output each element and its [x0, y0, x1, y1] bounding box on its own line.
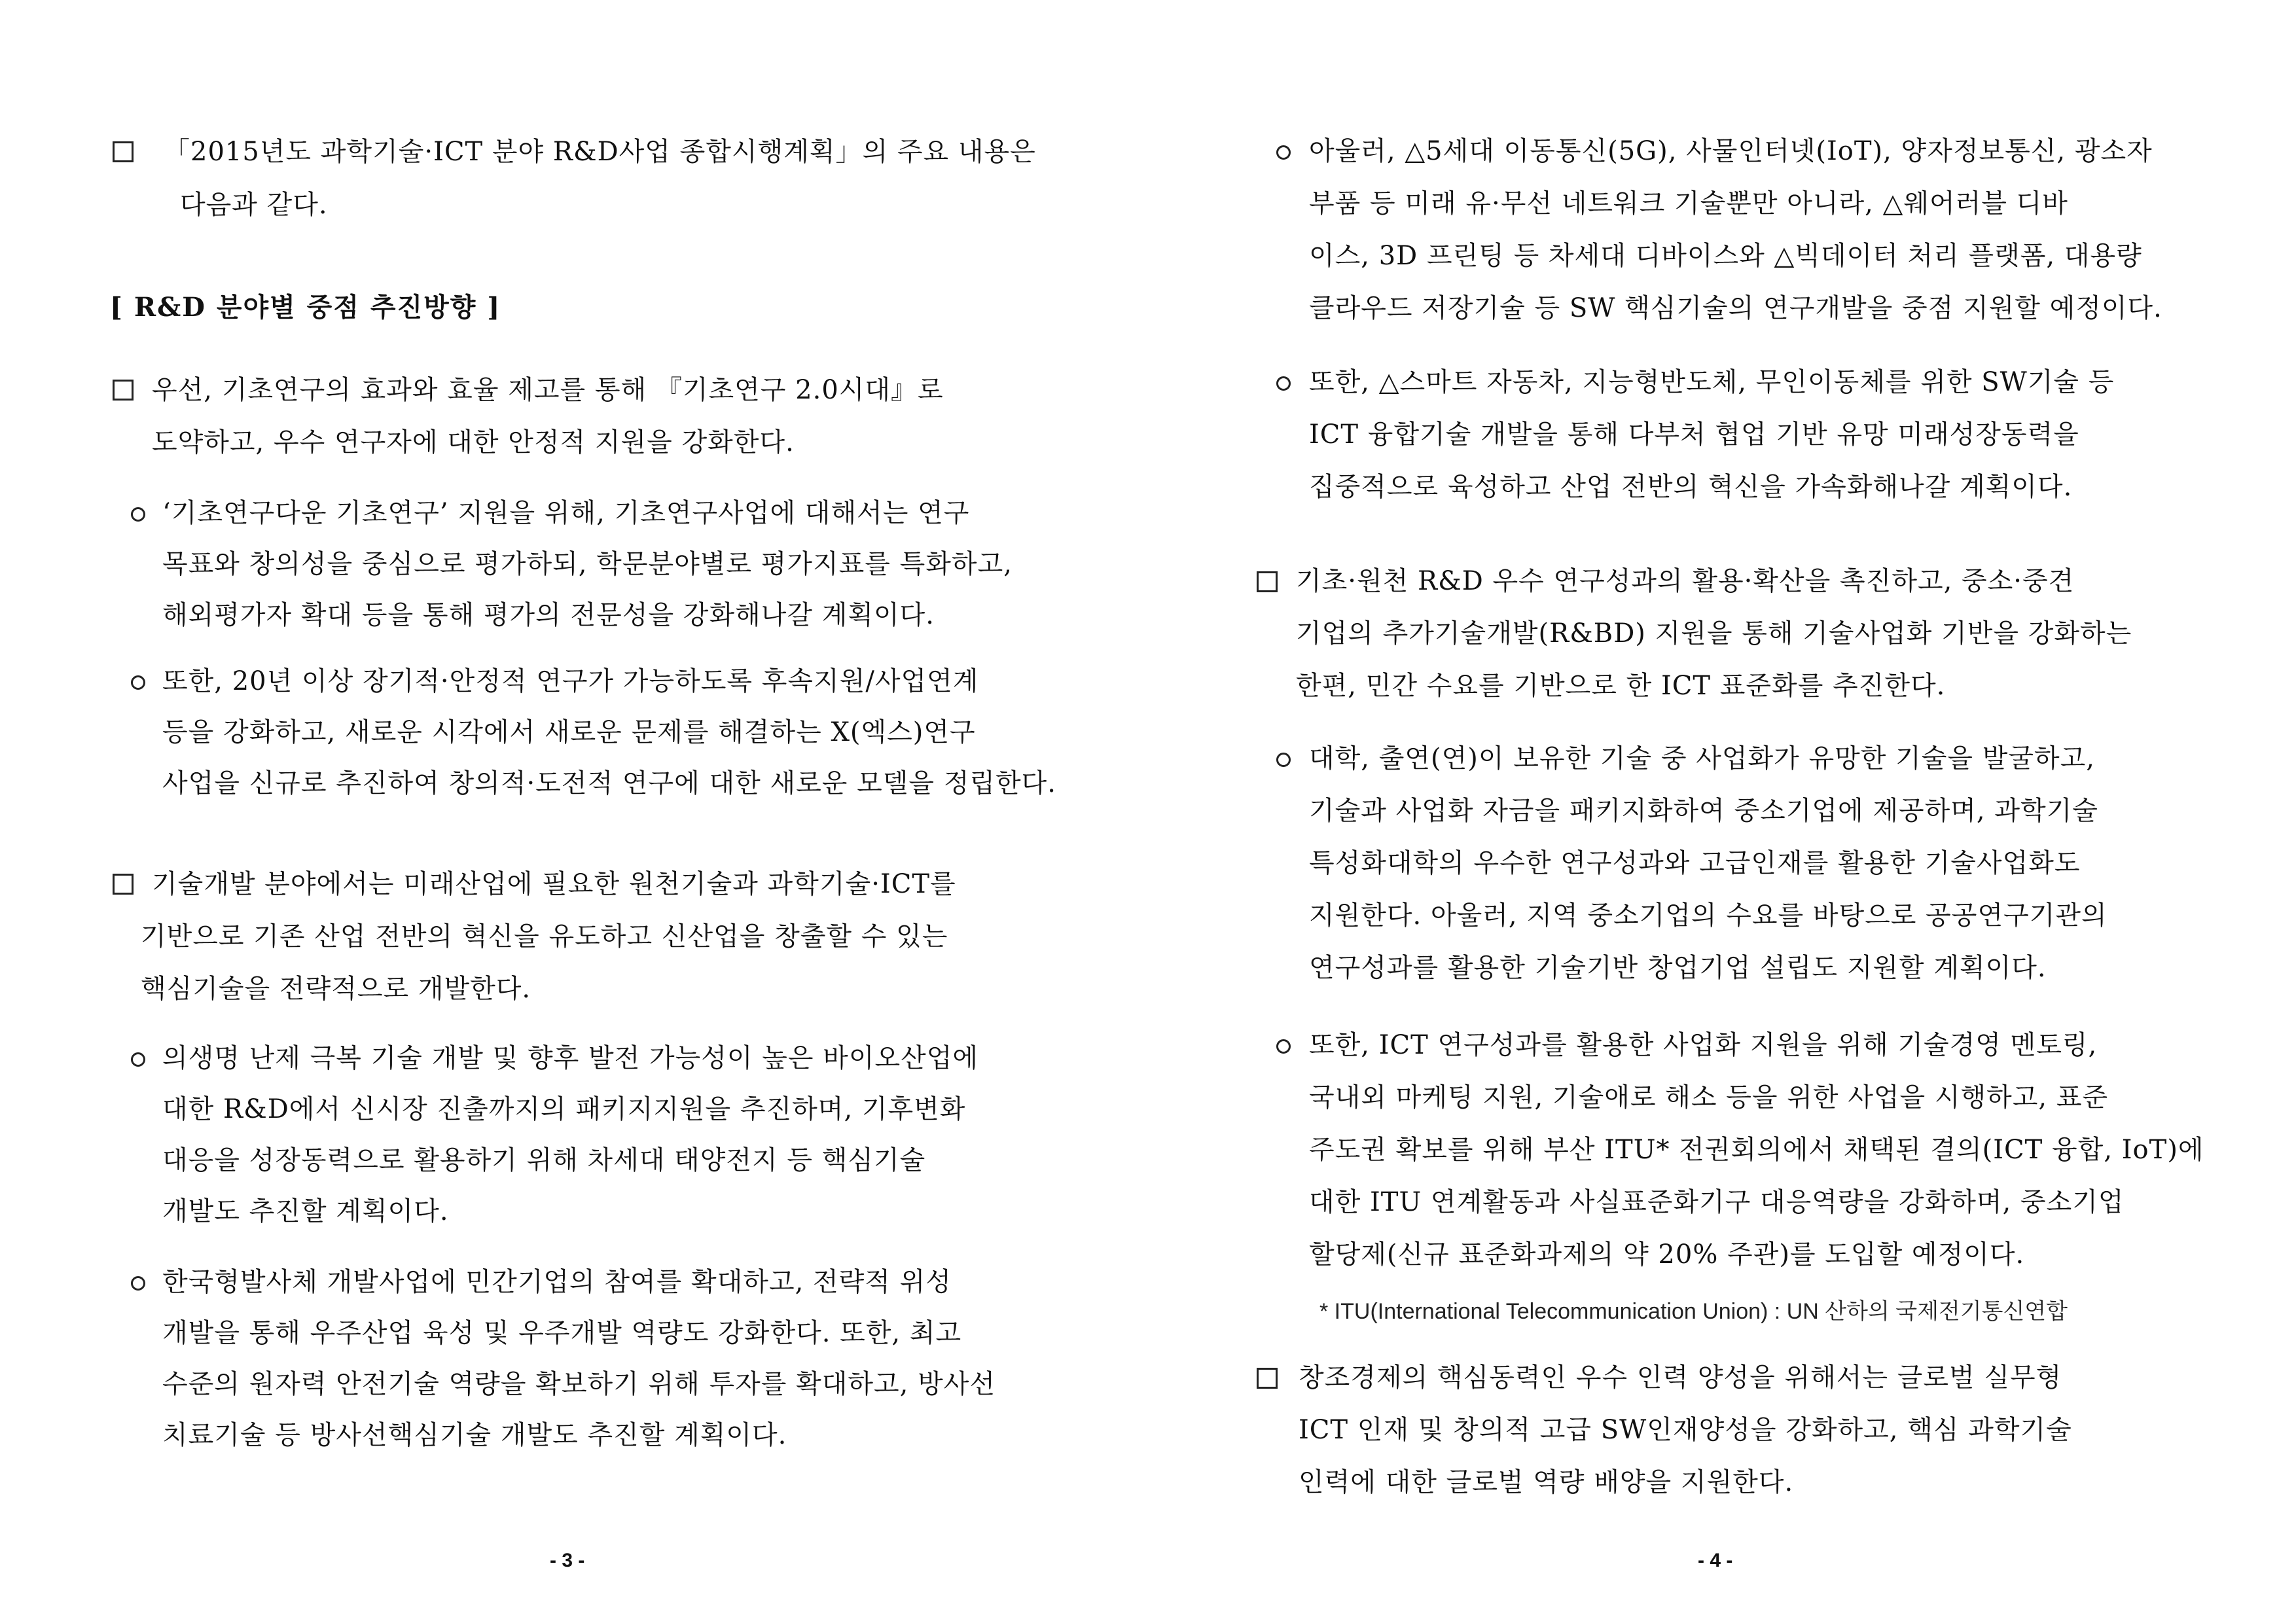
s2-b1-line-2: 대한 R&D에서 신시장 진출까지의 패키지지원을 추진하며, 기후변화 — [162, 1094, 966, 1124]
bullet-circle-icon — [131, 1052, 145, 1067]
s1-b2-line-3: 사업을 신규로 추진하여 창의적·도전적 연구에 대한 새로운 모델을 정립한다. — [162, 768, 1056, 798]
s4-line-2: ICT 인재 및 창의적 고급 SW인재양성을 강화하고, 핵심 과학기술 — [1299, 1415, 2072, 1445]
checkbox-square-icon — [113, 141, 134, 162]
page-number: - 4 - — [1698, 1550, 1733, 1571]
s3-b2-line-5: 할당제(신규 표준화과제의 약 20% 주관)를 도입할 예정이다. — [1309, 1240, 2025, 1270]
s3-line-1: 기초·원천 R&D 우수 연구성과의 활용·확산을 촉진하고, 중소·중견 — [1296, 566, 2075, 596]
s2-b2-line-1: 한국형발사체 개발사업에 민간기업의 참여를 확대하고, 전략적 위성 — [162, 1267, 952, 1297]
r-b2-line-3: 집중적으로 육성하고 산업 전반의 혁신을 가속화해나갈 계획이다. — [1309, 472, 2073, 502]
bullet-circle-icon — [131, 1276, 145, 1291]
r-b1-line-3: 이스, 3D 프린팅 등 차세대 디바이스와 △빅데이터 처리 플랫폼, 대용량 — [1309, 241, 2142, 271]
intro-line-1: 「2015년도 과학기술·ICT 분야 R&D사업 종합시행계획」의 주요 내용은 — [164, 137, 1036, 167]
s3-b2-line-2: 국내외 마케팅 지원, 기술애로 해소 등을 위한 사업을 시행하고, 표준 — [1309, 1082, 2109, 1113]
s1-b2-line-2: 등을 강화하고, 새로운 시각에서 새로운 문제를 해결하는 X(엑스)연구 — [162, 717, 976, 747]
footnote: * ITU(International Telecommunication Union) : UN 산하의 국제전기통신연합 — [1319, 1299, 2068, 1324]
r-b2-line-1: 또한, △스마트 자동차, 지능형반도체, 무인이동체를 위한 SW기술 등 — [1309, 367, 2115, 397]
s2-b2-line-3: 수준의 원자력 안전기술 역량을 확보하기 위해 투자를 확대하고, 방사선 — [162, 1369, 996, 1399]
s1-line-1: 우선, 기초연구의 효과와 효율 제고를 통해 『기초연구 2.0시대』로 — [152, 375, 944, 405]
s4-line-3: 인력에 대한 글로벌 역량 배양을 지원한다. — [1299, 1467, 1794, 1497]
bullet-circle-icon — [1276, 753, 1291, 767]
checkbox-square-icon — [113, 380, 134, 401]
s2-b1-line-4: 개발도 추진할 계획이다. — [162, 1196, 449, 1226]
s1-b1-line-3: 해외평가자 확대 등을 통해 평가의 전문성을 강화해나갈 계획이다. — [162, 600, 935, 630]
section-heading: [ R&D 분야별 중점 추진방향 ] — [110, 292, 501, 323]
s3-b1-line-3: 특성화대학의 우수한 연구성과와 고급인재를 활용한 기술사업화도 — [1309, 848, 2081, 878]
s2-b1-line-3: 대응을 성장동력으로 활용하기 위해 차세대 태양전지 등 핵심기술 — [162, 1145, 926, 1175]
s3-b2-line-4: 대한 ITU 연계활동과 사실표준화기구 대응역량을 강화하며, 중소기업 — [1309, 1187, 2125, 1217]
s2-b2-line-4: 치료기술 등 방사선핵심기술 개발도 추진할 계획이다. — [162, 1420, 787, 1450]
page-4 — [1148, 0, 2296, 1623]
s2-line-3: 핵심기술을 전략적으로 개발한다. — [141, 974, 531, 1004]
r-b1-line-4: 클라우드 저장기술 등 SW 핵심기술의 연구개발을 중점 지원할 예정이다. — [1309, 293, 2162, 323]
s3-b2-line-3: 주도권 확보를 위해 부산 ITU* 전권회의에서 채택된 결의(ICT 융합, IoT)에 — [1309, 1135, 2204, 1165]
s4-line-1: 창조경제의 핵심동력인 우수 인력 양성을 위해서는 글로벌 실무형 — [1299, 1363, 2062, 1393]
s3-b1-line-2: 기술과 사업화 자금을 패키지화하여 중소기업에 제공하며, 과학기술 — [1309, 796, 2098, 826]
s3-b2-line-1: 또한, ICT 연구성과를 활용한 사업화 지원을 위해 기술경영 멘토링, — [1309, 1030, 2098, 1060]
s1-b1-line-1: ‘기초연구다운 기초연구’ 지원을 위해, 기초연구사업에 대해서는 연구 — [162, 498, 970, 528]
bullet-circle-icon — [1276, 1039, 1291, 1054]
s3-line-3: 한편, 민간 수요를 기반으로 한 ICT 표준화를 추진한다. — [1296, 671, 1946, 701]
bullet-circle-icon — [1276, 376, 1291, 391]
bullet-circle-icon — [131, 507, 145, 522]
s2-line-2: 기반으로 기존 산업 전반의 혁신을 유도하고 신산업을 창출할 수 있는 — [141, 921, 948, 952]
page-number: - 3 - — [550, 1550, 585, 1571]
s1-b2-line-1: 또한, 20년 이상 장기적·안정적 연구가 가능하도록 후속지원/사업연계 — [162, 666, 979, 696]
checkbox-square-icon — [1257, 571, 1278, 592]
s3-b1-line-1: 대학, 출연(연)이 보유한 기술 중 사업화가 유망한 기술을 발굴하고, — [1309, 743, 2095, 774]
s3-b1-line-4: 지원한다. 아울러, 지역 중소기업의 수요를 바탕으로 공공연구기관의 — [1309, 901, 2108, 931]
intro-line-2: 다음과 같다. — [180, 190, 328, 220]
r-b1-line-1: 아울러, △5세대 이동통신(5G), 사물인터넷(IoT), 양자정보통신, 광소자 — [1309, 136, 2153, 166]
bullet-circle-icon — [131, 675, 145, 690]
checkbox-square-icon — [1257, 1368, 1278, 1389]
s1-b1-line-2: 목표와 창의성을 중심으로 평가하되, 학문분야별로 평가지표를 특화하고, — [162, 549, 1013, 579]
s2-b1-line-1: 의생명 난제 극복 기술 개발 및 향후 발전 가능성이 높은 바이오산업에 — [162, 1043, 979, 1073]
r-b1-line-2: 부품 등 미래 유·무선 네트워크 기술뿐만 아니라, △웨어러블 디바 — [1309, 188, 2068, 219]
s1-line-2: 도약하고, 우수 연구자에 대한 안정적 지원을 강화한다. — [152, 427, 795, 457]
r-b2-line-2: ICT 융합기술 개발을 통해 다부처 협업 기반 유망 미래성장동력을 — [1309, 419, 2079, 450]
s2-b2-line-2: 개발을 통해 우주산업 육성 및 우주개발 역량도 강화한다. 또한, 최고 — [162, 1318, 962, 1348]
s2-line-1: 기술개발 분야에서는 미래산업에 필요한 원천기술과 과학기술·ICT를 — [152, 869, 956, 899]
bullet-circle-icon — [1276, 145, 1291, 160]
checkbox-square-icon — [113, 874, 134, 895]
s3-line-2: 기업의 추가기술개발(R&BD) 지원을 통해 기술사업화 기반을 강화하는 — [1296, 618, 2132, 649]
s3-b1-line-5: 연구성과를 활용한 기술기반 창업기업 설립도 지원할 계획이다. — [1309, 953, 2047, 983]
